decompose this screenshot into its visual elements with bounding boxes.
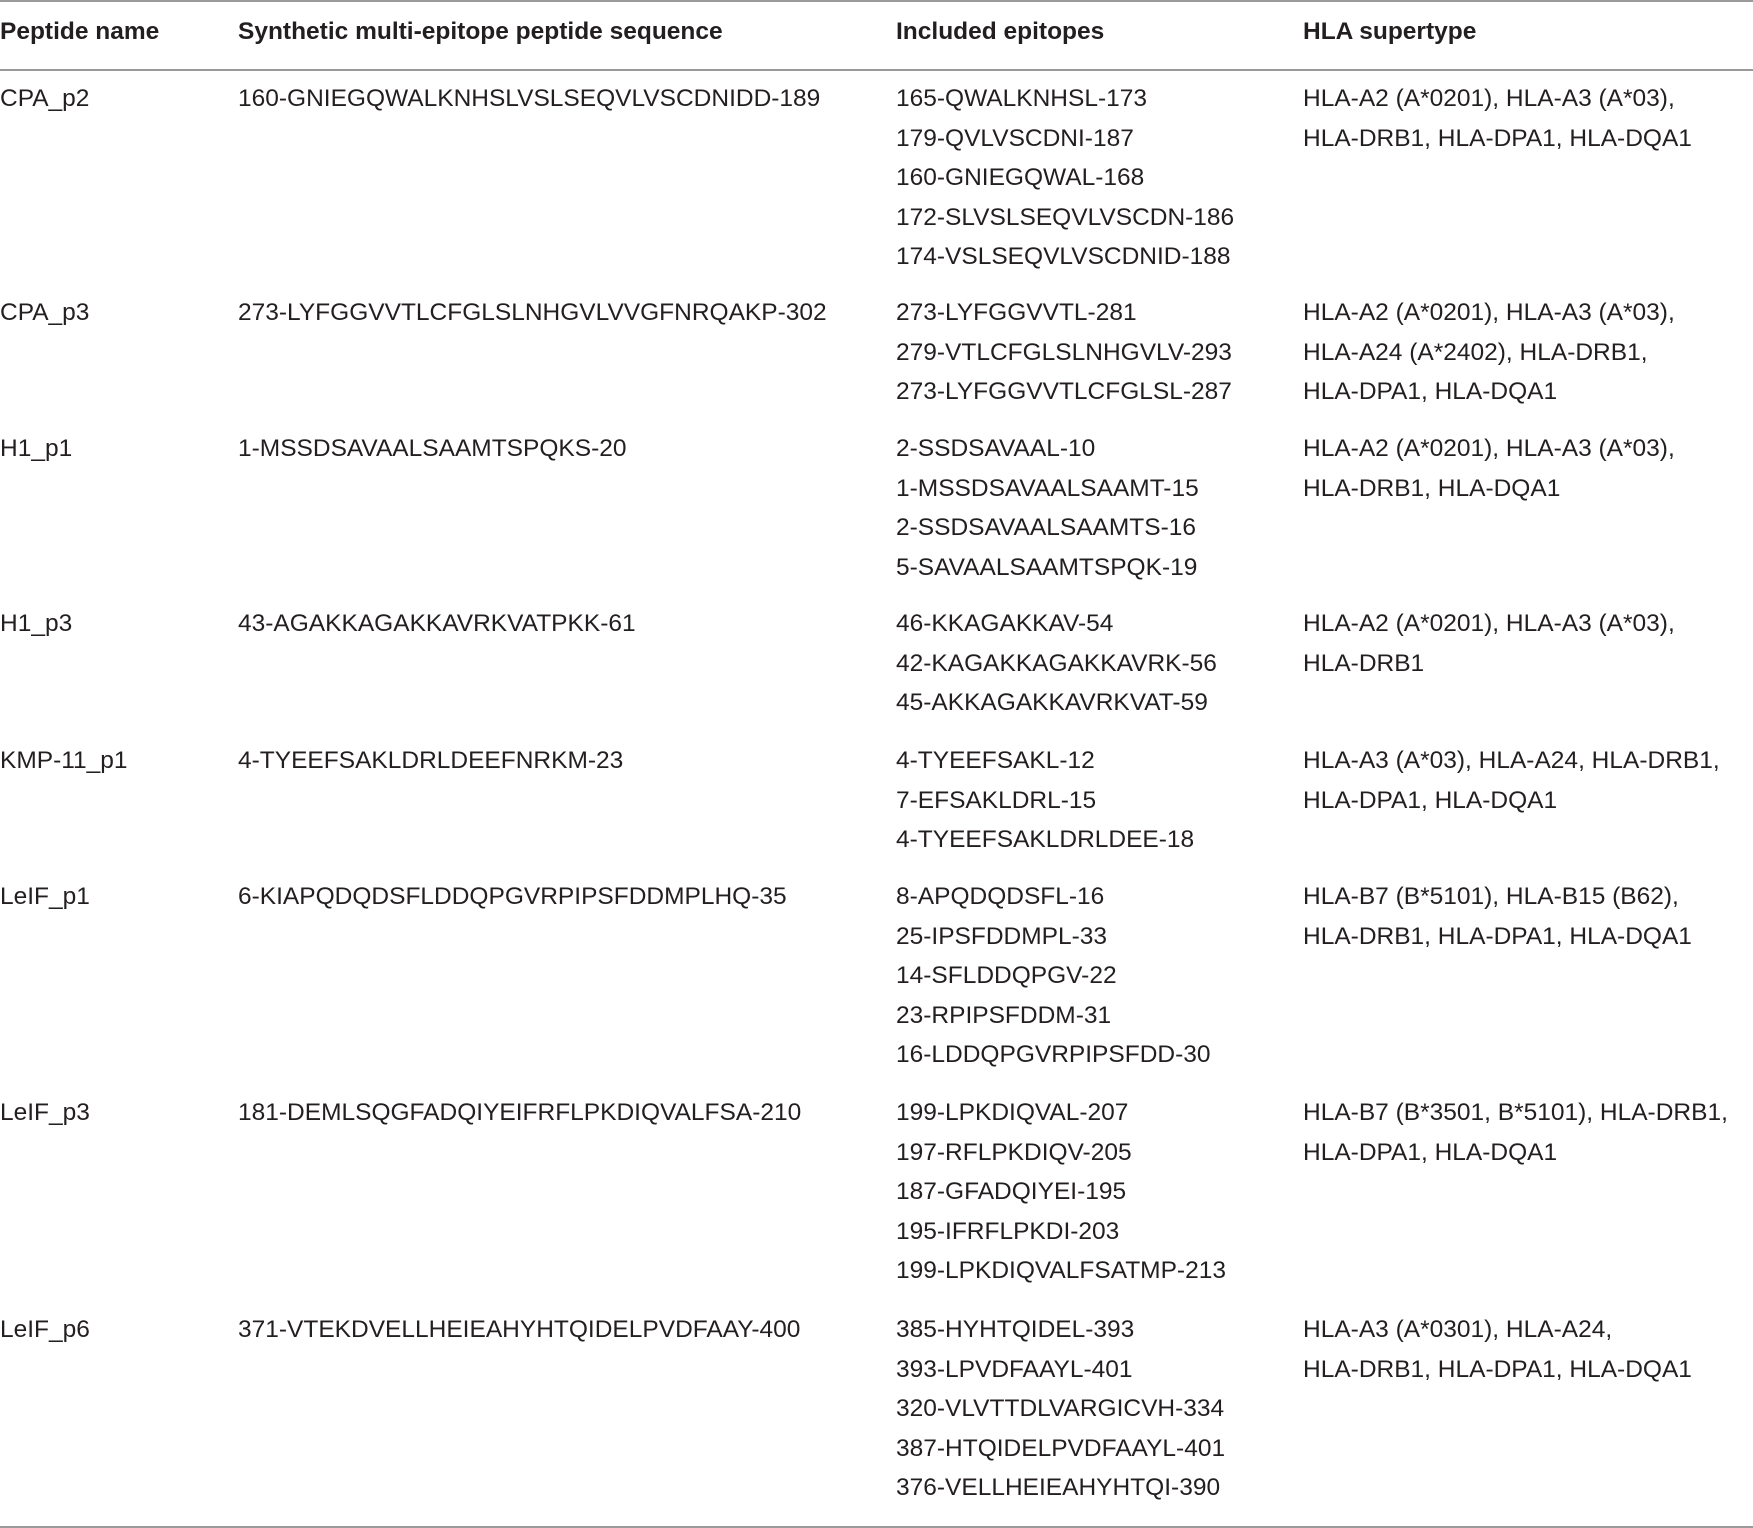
header-epitopes: Included epitopes xyxy=(896,18,1105,45)
hla-line: HLA-A2 (A*0201), HLA-A3 (A*03), xyxy=(1303,299,1675,326)
peptide-name-cell: CPA_p3 xyxy=(0,299,90,326)
header-peptide-name: Peptide name xyxy=(0,18,160,45)
peptide-name-cell: H1_p3 xyxy=(0,610,73,637)
sequence-cell: 6-KIAPQDQDSFLDDQPGVRPIPSFDDMPLHQ-35 xyxy=(238,883,787,910)
peptide-name-cell: H1_p1 xyxy=(0,435,73,462)
epitope-line: 45-AKKAGAKKAVRKVAT-59 xyxy=(896,689,1208,716)
hla-line: HLA-DPA1, HLA-DQA1 xyxy=(1303,786,1558,814)
epitopes-cell xyxy=(896,604,1217,723)
epitope-line: 376-VELLHEIEAHYHTQI-390 xyxy=(896,1474,1221,1501)
peptide-name-cell: LeIF_p1 xyxy=(0,883,90,910)
header-sequence: Synthetic multi-epitope peptide sequence xyxy=(238,18,723,45)
epitopes-cell xyxy=(896,741,1194,860)
hla-line: HLA-DRB1, HLA-DPA1, HLA-DQA1 xyxy=(1303,124,1692,152)
epitope-line: 1-MSSDSAVAALSAAMT-15 xyxy=(896,474,1199,502)
sequence-cell: 4-TYEEFSAKLDRLDEEFNRKM-23 xyxy=(238,747,624,774)
epitope-line: 199-LPKDIQVALFSATMP-213 xyxy=(896,1257,1226,1284)
epitope-line: 385-HYHTQIDEL-393 xyxy=(896,1316,1135,1343)
hla-line: HLA-A3 (A*03), HLA-A24, HLA-DRB1, xyxy=(1303,747,1720,774)
sequence-cell: 1-MSSDSAVAALSAAMTSPQKS-20 xyxy=(238,435,627,462)
hla-line: HLA-A2 (A*0201), HLA-A3 (A*03), xyxy=(1303,435,1675,462)
sequence-cell: 273-LYFGGVVTLCFGLSLNHGVLVVGFNRQAKP-302 xyxy=(238,299,827,326)
epitopes-cell xyxy=(896,79,1234,277)
epitope-line: 393-LPVDFAAYL-401 xyxy=(896,1355,1133,1383)
epitopes-cell xyxy=(896,293,1232,412)
hla-line: HLA-DRB1, HLA-DPA1, HLA-DQA1 xyxy=(1303,922,1692,950)
epitope-line: 16-LDDQPGVRPIPSFDD-30 xyxy=(896,1041,1211,1068)
hla-cell xyxy=(1303,1310,1692,1389)
hla-cell xyxy=(1303,741,1720,820)
epitopes-cell xyxy=(896,429,1199,587)
hla-cell xyxy=(1303,1093,1728,1172)
header-rule xyxy=(0,69,1753,71)
epitope-line: 14-SFLDDQPGV-22 xyxy=(896,962,1117,989)
epitope-line: 174-VSLSEQVLVSCDNID-188 xyxy=(896,243,1231,270)
hla-line: HLA-DRB1, HLA-DPA1, HLA-DQA1 xyxy=(1303,1355,1692,1383)
hla-line: HLA-A2 (A*0201), HLA-A3 (A*03), xyxy=(1303,610,1675,637)
epitope-line: 25-IPSFDDMPL-33 xyxy=(896,922,1108,950)
hla-cell xyxy=(1303,877,1692,956)
epitope-line: 320-VLVTTDLVARGICVH-334 xyxy=(896,1395,1225,1422)
hla-line: HLA-DPA1, HLA-DQA1 xyxy=(1303,378,1558,405)
epitope-line: 160-GNIEGQWAL-168 xyxy=(896,164,1145,191)
epitope-line: 273-LYFGGVVTLCFGLSL-287 xyxy=(896,378,1232,405)
hla-cell xyxy=(1303,429,1675,508)
epitope-line: 4-TYEEFSAKL-12 xyxy=(896,747,1095,774)
epitope-line: 165-QWALKNHSL-173 xyxy=(896,85,1148,112)
hla-line: HLA-DPA1, HLA-DQA1 xyxy=(1303,1138,1558,1166)
hla-line: HLA-A24 (A*2402), HLA-DRB1, xyxy=(1303,338,1648,366)
sequence-cell: 181-DEMLSQGFADQIYEIFRFLPKDIQVALFSA-210 xyxy=(238,1099,802,1126)
hla-line: HLA-DRB1, HLA-DQA1 xyxy=(1303,474,1561,502)
epitope-line: 273-LYFGGVVTL-281 xyxy=(896,299,1137,326)
epitope-line: 187-GFADQIYEI-195 xyxy=(896,1178,1127,1205)
sequence-cell: 43-AGAKKAGAKKAVRKVATPKK-61 xyxy=(238,610,636,637)
epitope-line: 2-SSDSAVAAL-10 xyxy=(896,435,1096,462)
epitopes-cell xyxy=(896,877,1211,1075)
epitope-line: 387-HTQIDELPVDFAAYL-401 xyxy=(896,1434,1226,1462)
epitope-line: 5-SAVAALSAAMTSPQK-19 xyxy=(896,553,1198,581)
peptide-name-cell: LeIF_p3 xyxy=(0,1099,90,1126)
epitope-line: 42-KAGAKKAGAKKAVRK-56 xyxy=(896,649,1217,677)
hla-line: HLA-A3 (A*0301), HLA-A24, xyxy=(1303,1316,1613,1343)
epitope-line: 172-SLVSLSEQVLVSCDN-186 xyxy=(896,203,1235,231)
peptide-name-cell: CPA_p2 xyxy=(0,85,90,112)
sequence-cell: 160-GNIEGQWALKNHSLVSLSEQVLVSCDNIDD-189 xyxy=(238,85,821,112)
epitope-line: 8-APQDQDSFL-16 xyxy=(896,883,1105,910)
table-header-row xyxy=(0,0,1753,69)
epitope-line: 179-QVLVSCDNI-187 xyxy=(896,124,1134,152)
epitope-line: 23-RPIPSFDDM-31 xyxy=(896,1001,1112,1029)
hla-cell xyxy=(1303,293,1675,412)
epitope-line: 195-IFRFLPKDI-203 xyxy=(896,1217,1120,1245)
epitope-line: 197-RFLPKDIQV-205 xyxy=(896,1138,1132,1166)
epitope-line: 46-KKAGAKKAV-54 xyxy=(896,610,1114,637)
hla-line: HLA-A2 (A*0201), HLA-A3 (A*03), xyxy=(1303,85,1675,112)
hla-line: HLA-B7 (B*5101), HLA-B15 (B62), xyxy=(1303,883,1679,910)
hla-line: HLA-DRB1 xyxy=(1303,649,1425,677)
epitopes-cell xyxy=(896,1093,1226,1291)
epitopes-cell xyxy=(896,1310,1225,1508)
peptide-name-cell: KMP-11_p1 xyxy=(0,747,128,774)
sequence-cell: 371-VTEKDVELLHEIEAHYHTQIDELPVDFAAY-400 xyxy=(238,1316,801,1343)
epitope-line: 7-EFSAKLDRL-15 xyxy=(896,786,1097,814)
epitope-line: 279-VTLCFGLSLNHGVLV-293 xyxy=(896,338,1232,366)
epitope-line: 2-SSDSAVAALSAAMTS-16 xyxy=(896,514,1197,541)
hla-cell xyxy=(1303,604,1675,683)
epitope-line: 4-TYEEFSAKLDRLDEE-18 xyxy=(896,826,1195,853)
hla-cell xyxy=(1303,79,1692,158)
peptide-name-cell: LeIF_p6 xyxy=(0,1316,90,1343)
hla-line: HLA-B7 (B*3501, B*5101), HLA-DRB1, xyxy=(1303,1099,1728,1126)
header-hla-supertype: HLA supertype xyxy=(1303,18,1477,45)
epitope-line: 199-LPKDIQVAL-207 xyxy=(896,1099,1129,1126)
